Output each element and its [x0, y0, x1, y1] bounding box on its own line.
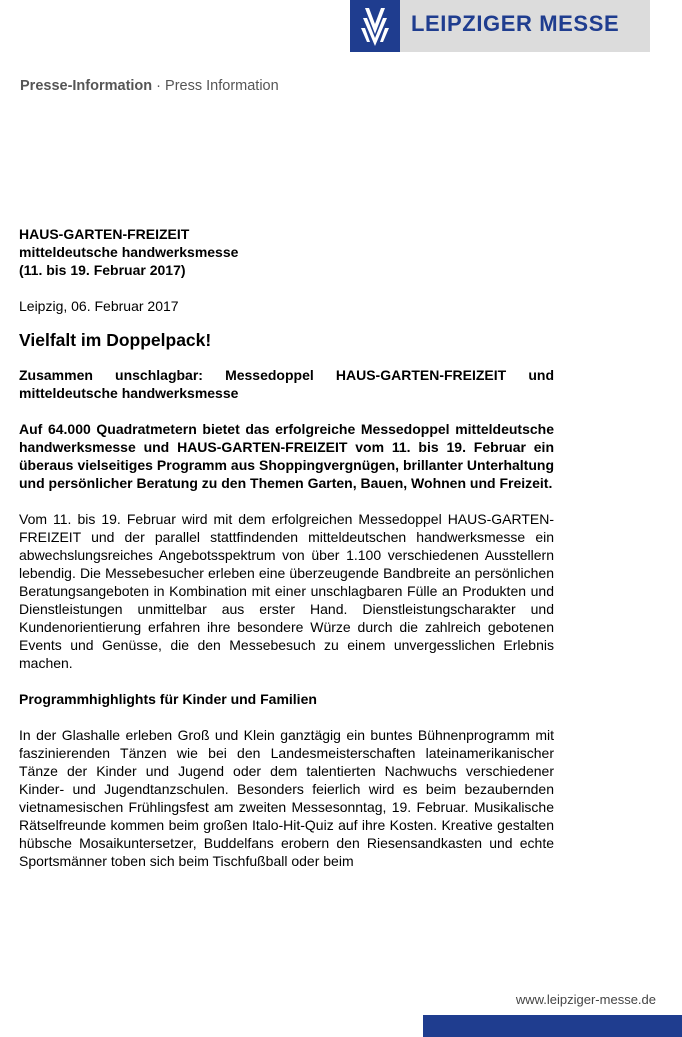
logo-bar [350, 0, 650, 52]
event-dates: (11. bis 19. Februar 2017) [19, 262, 186, 278]
footer-website-link[interactable]: www.leipziger-messe.de [515, 992, 656, 1007]
footer-brand-bar [423, 1015, 682, 1037]
body-paragraph-2: In der Glashalle erleben Groß und Klein ganztägig ein buntes Bühnenprogramm mit faszinierenden Tänzen wie bei den Landesmeisterschaften lateinamerikanischer Tänze der Kinder und Jugend oder dem talentierten Nachwuchs verschiedener Kinder- und Jugendtanzschulen. Besonders feierlich wird es beim bezaubernden vietnamesischen Frühlingsfest am zweiten Messesonntag, 19. Februar. Musikalische Rätselfreunde kommen beim großen Italo-Hit-Quiz auf ihre Kosten. Kreative gestalten hübsche Mosaikuntersetzer, Buddelfans erobern den Riesensandkasten und echte Sportsmänner toben sich beim Tischfußball oder beim [19, 727, 554, 869]
press-info-separator: · [152, 78, 166, 94]
leipziger-messe-logo-icon [350, 0, 400, 52]
section-heading: Programmhighlights für Kinder und Familien [19, 691, 317, 707]
press-information-label [20, 78, 279, 94]
press-info-en: Press Information [165, 78, 279, 94]
mm-logo-glyph [350, 0, 400, 52]
subheadline: Zusammen unschlagbar: Messedoppel HAUS-GARTEN-FREIZEIT und mitteldeutsche handwerksmesse [19, 367, 554, 401]
dateline: Leipzig, 06. Februar 2017 [19, 298, 179, 314]
headline: Vielfalt im Doppelpack! [19, 330, 212, 350]
body-paragraph-1: Vom 11. bis 19. Februar wird mit dem erfolgreichen Messedoppel HAUS-GARTEN-FREIZEIT und der parallel stattfindenden mitteldeutschen handwerksmesse ein abwechslungsreiches Angebotsspektrum von über 1.100 verschiedenen Ausstellern lebendig. Die Messebesucher erleben eine überzeugende Bandbreite an persönlichen Beratungsangeboten in Kombination mit einer unschlagbaren Fülle an Produkten und Dienstleistungen unmittelbar aus erster Hand. Dienstleistungscharakter und Kundenorientierung erfahren ihre besondere Würze durch die zahlreich gebotenen Events und Genüsse, die den Messebesuch zu einem unvergesslichen Erlebnis machen. [19, 511, 554, 671]
press-release-body [19, 225, 554, 870]
press-info-de: Presse-Information [20, 78, 153, 94]
event-subtitle: mitteldeutsche handwerksmesse [19, 244, 239, 260]
logo-text: LEIPZIGER MESSE [411, 11, 620, 36]
lead-paragraph: Auf 64.000 Quadratmetern bietet das erfolgreiche Messedoppel mitteldeutsche handwerksmesse und HAUS-GARTEN-FREIZEIT vom 11. bis 19. Februar ein überaus vielseitiges Programm aus Shoppingvergnügen, brillanter Unterhaltung und persönlicher Beratung zu den Themen Garten, Bauen, Wohnen und Freizeit. [19, 421, 554, 491]
event-title: HAUS-GARTEN-FREIZEIT [19, 226, 190, 242]
